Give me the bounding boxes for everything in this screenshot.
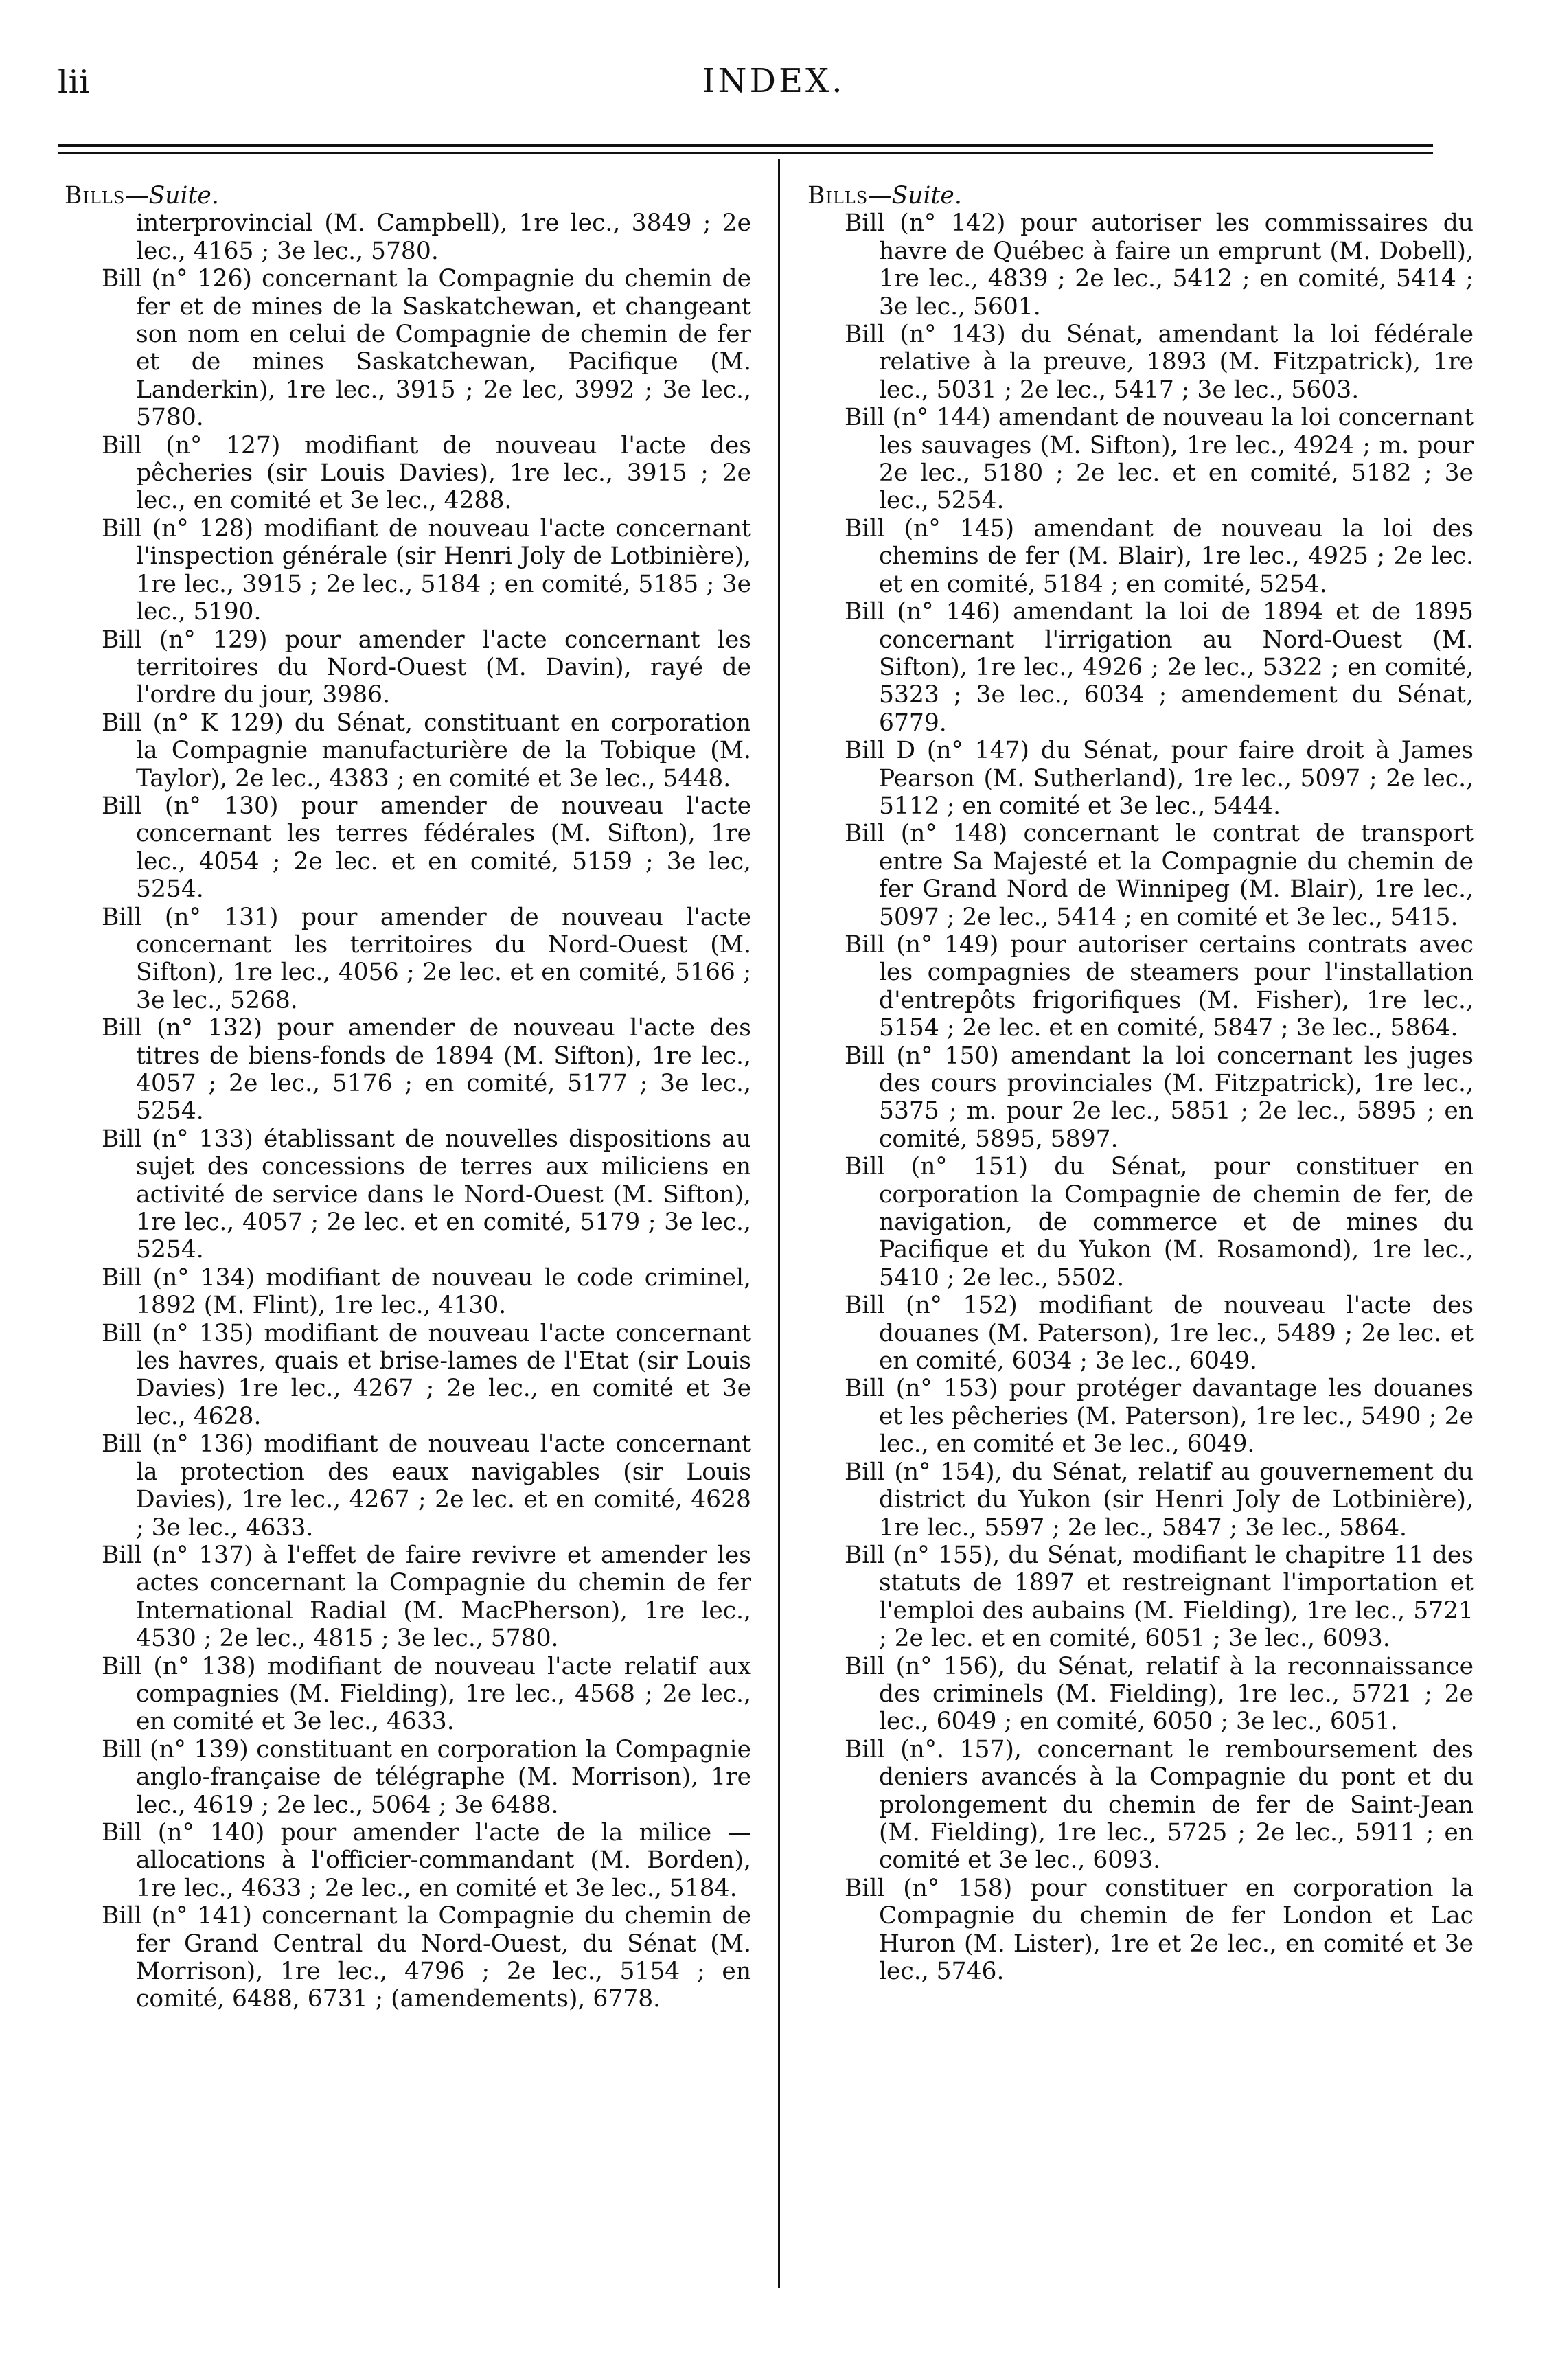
header-rule (58, 144, 1433, 154)
index-entry: Bill (n° 151) du Sénat, pour constituer en corporation la Compagnie de chemin de fer, de navigation, de commerce et de mines du Pacifique et du Yukon (M. Rosamond), 1re lec., 5410 ; 2e lec., 5502. (845, 1153, 1474, 1292)
index-entry: Bill (n° 133) établissant de nouvelles dispositions au sujet des concessions de terres aux miliciens en activité de service dans le Nord-Ouest (M. Sifton), 1re lec., 4057 ; 2e lec. et en comité, 5179 ; 3e lec., 5254. (102, 1125, 751, 1264)
index-entry: Bill (n° 137) à l'effet de faire revivre et amender les actes concernant la Compagnie du chemin de fer International Radial (M. MacPherson), 1re lec., 4530 ; 2e lec., 4815 ; 3e lec., 5780. (102, 1541, 751, 1653)
index-entry: Bill (n° 142) pour autoriser les commissaires du havre de Québec à faire un emprunt (M. Dobell), 1re lec., 4839 ; 2e lec., 5412 ; en comité, 5414 ; 3e lec., 5601. (845, 209, 1474, 321)
index-entry: Bill (n° 129) pour amender l'acte concernant les territoires du Nord-Ouest (M. Davin), rayé de l'ordre du jour, 3986. (102, 626, 751, 709)
left-column (65, 182, 751, 2013)
heading-caps: Bills (807, 182, 869, 209)
index-entry: Bill (n° 152) modifiant de nouveau l'acte des douanes (M. Paterson), 1re lec., 5489 ; 2e lec. et en comité, 6034 ; 3e lec., 6049. (845, 1292, 1474, 1375)
left-column-heading: Bills—Suite. (65, 182, 219, 209)
index-entry: Bill (n° 155), du Sénat, modifiant le chapitre 11 des statuts de 1897 et restreignant l'importation et l'emploi des aubains (M. Fielding), 1re lec., 5721 ; 2e lec. et en comité, 6051 ; 3e lec., 6093. (845, 1541, 1474, 1653)
index-entry: Bill (n° 158) pour constituer en corporation la Compagnie du chemin de fer London et Lac Huron (M. Lister), 1re et 2e lec., en comité et 3e lec., 5746. (845, 1874, 1474, 1985)
page-number: lii (58, 63, 91, 100)
index-entry: Bill (n° 126) concernant la Compagnie du chemin de fer et de mines de la Saskatchewan, et changeant son nom en celui de Compagnie de chemin de fer et de mines Saskatchewan, Pacifique (M. Landerkin), 1re lec., 3915 ; 2e lec, 3992 ; 3e lec., 5780. (102, 265, 751, 432)
index-entry: Bill (n° 146) amendant la loi de 1894 et de 1895 concernant l'irrigation au Nord-Ouest (M. Sifton), 1re lec., 4926 ; 2e lec., 5322 ; en comité, 5323 ; 3e lec., 6034 ; amendement du Sénat, 6779. (845, 598, 1474, 737)
index-entry: Bill (n° 131) pour amender de nouveau l'acte concernant les territoires du Nord-Ouest (M. Sifton), 1re lec., 4056 ; 2e lec. et en comité, 5166 ; 3e lec., 5268. (102, 903, 751, 1014)
index-entry: Bill (n° 128) modifiant de nouveau l'acte concernant l'inspection générale (sir Henri Joly de Lotbinière), 1re lec., 3915 ; 2e lec., 5184 ; en comité, 5185 ; 3e lec., 5190. (102, 514, 751, 626)
heading-italic: Suite. (148, 182, 219, 209)
heading-italic: Suite. (891, 182, 962, 209)
right-column (807, 182, 1474, 1985)
index-entry: Bill (n° 149) pour autoriser certains contrats avec les compagnies de steamers pour l'installation d'entrepôts frigorifiques (M. Fisher), 1re lec., 5154 ; 2e lec. et en comité, 5847 ; 3e lec., 5864. (845, 930, 1474, 1042)
index-entry: Bill (n° 140) pour amender l'acte de la milice —allocations à l'officier-commandant (M. Borden), 1re lec., 4633 ; 2e lec., en comité et 3e lec., 5184. (102, 1818, 751, 1902)
index-entry: Bill (n° 139) constituant en corporation la Compagnie anglo-française de télégraphe (M. Morrison), 1re lec., 4619 ; 2e lec., 5064 ; 3e 6488. (102, 1735, 751, 1819)
right-column-heading: Bills—Suite. (807, 182, 962, 209)
index-entry: Bill (n° 156), du Sénat, relatif à la reconnaissance des criminels (M. Fielding), 1re lec., 5721 ; 2e lec., 6049 ; en comité, 6050 ; 3e lec., 6051. (845, 1652, 1474, 1736)
column-divider (778, 159, 780, 2288)
index-entry: Bill (n° 148) concernant le contrat de transport entre Sa Majesté et la Compagnie du chemin de fer Grand Nord de Winnipeg (M. Blair), 1re lec., 5097 ; 2e lec., 5414 ; en comité et 3e lec., 5415. (845, 820, 1474, 931)
index-entry: Bill (n° 127) modifiant de nouveau l'acte des pêcheries (sir Louis Davies), 1re lec., 3915 ; 2e lec., en comité et 3e lec., 4288. (102, 431, 751, 515)
index-entry: Bill (n° 130) pour amender de nouveau l'acte concernant les terres fédérales (M. Sifton), 1re lec., 4054 ; 2e lec. et en comité, 5159 ; 3e lec, 5254. (102, 792, 751, 904)
heading-caps: Bills (65, 182, 126, 209)
index-entry: Bill (n° K 129) du Sénat, constituant en corporation la Compagnie manufacturière de la Tobique (M. Taylor), 2e lec., 4383 ; en comité et 3e lec., 5448. (102, 709, 751, 792)
index-entry: Bill (n° 154), du Sénat, relatif au gouvernement du district du Yukon (sir Henri Joly de Lotbinière), 1re lec., 5597 ; 2e lec., 5847 ; 3e lec., 5864. (845, 1458, 1474, 1542)
index-entry: Bill D (n° 147) du Sénat, pour faire droit à James Pearson (M. Sutherland), 1re lec., 5097 ; 2e lec., 5112 ; en comité et 3e lec., 5444. (845, 737, 1474, 820)
index-entry: Bill (n° 135) modifiant de nouveau l'acte concernant les havres, quais et brise-lames de l'Etat (sir Louis Davies) 1re lec., 4267 ; 2e lec., en comité et 3e lec., 4628. (102, 1319, 751, 1430)
index-entry: Bill (n° 145) amendant de nouveau la loi des chemins de fer (M. Blair), 1re lec., 4925 ; 2e lec. et en comité, 5184 ; en comité, 5254. (845, 514, 1474, 598)
index-entry: Bill (n° 134) modifiant de nouveau le code criminel, 1892 (M. Flint), 1re lec., 4130. (102, 1263, 751, 1320)
page-title: INDEX. (702, 62, 845, 100)
index-entry: Bill (n° 138) modifiant de nouveau l'acte relatif aux compagnies (M. Fielding), 1re lec., 4568 ; 2e lec., en comité et 3e lec., 4633. (102, 1652, 751, 1736)
index-entry: Bill (n° 150) amendant la loi concernant les juges des cours provinciales (M. Fitzpatrick), 1re lec., 5375 ; m. pour 2e lec., 5851 ; 2e lec., 5895 ; en comité, 5895, 5897. (845, 1042, 1474, 1153)
index-entry: interprovincial (M. Campbell), 1re lec., 3849 ; 2e lec., 4165 ; 3e lec., 5780. (136, 209, 751, 265)
index-entry: Bill (n° 132) pour amender de nouveau l'acte des titres de biens-fonds de 1894 (M. Sifton), 1re lec., 4057 ; 2e lec., 5176 ; en comité, 5177 ; 3e lec., 5254. (102, 1014, 751, 1125)
index-entry: Bill (n° 144) amendant de nouveau la loi concernant les sauvages (M. Sifton), 1re lec., 4924 ; m. pour 2e lec., 5180 ; 2e lec. et en comité, 5182 ; 3e lec., 5254. (845, 404, 1474, 515)
index-entry: Bill (n° 153) pour protéger davantage les douanes et les pêcheries (M. Paterson), 1re lec., 5490 ; 2e lec., en comité et 3e lec., 6049. (845, 1375, 1474, 1458)
index-entry: Bill (n° 143) du Sénat, amendant la loi fédérale relative à la preuve, 1893 (M. Fitzpatrick), 1re lec., 5031 ; 2e lec., 5417 ; 3e lec., 5603. (845, 321, 1474, 404)
index-entry: Bill (n° 136) modifiant de nouveau l'acte concernant la protection des eaux navigables (sir Louis Davies), 1re lec., 4267 ; 2e lec. et en comité, 4628 ; 3e lec., 4633. (102, 1430, 751, 1542)
index-entry: Bill (n° 141) concernant la Compagnie du chemin de fer Grand Central du Nord-Ouest, du Sénat (M. Morrison), 1re lec., 4796 ; 2e lec., 5154 ; en comité, 6488, 6731 ; (amendements), 6778. (102, 1902, 751, 2013)
index-entry: Bill (n°. 157), concernant le remboursement des deniers avancés à la Compagnie du pont et du prolongement du chemin de fer de Saint-Jean (M. Fielding), 1re lec., 5725 ; 2e lec., 5911 ; en comité et 3e lec., 6093. (845, 1735, 1474, 1875)
